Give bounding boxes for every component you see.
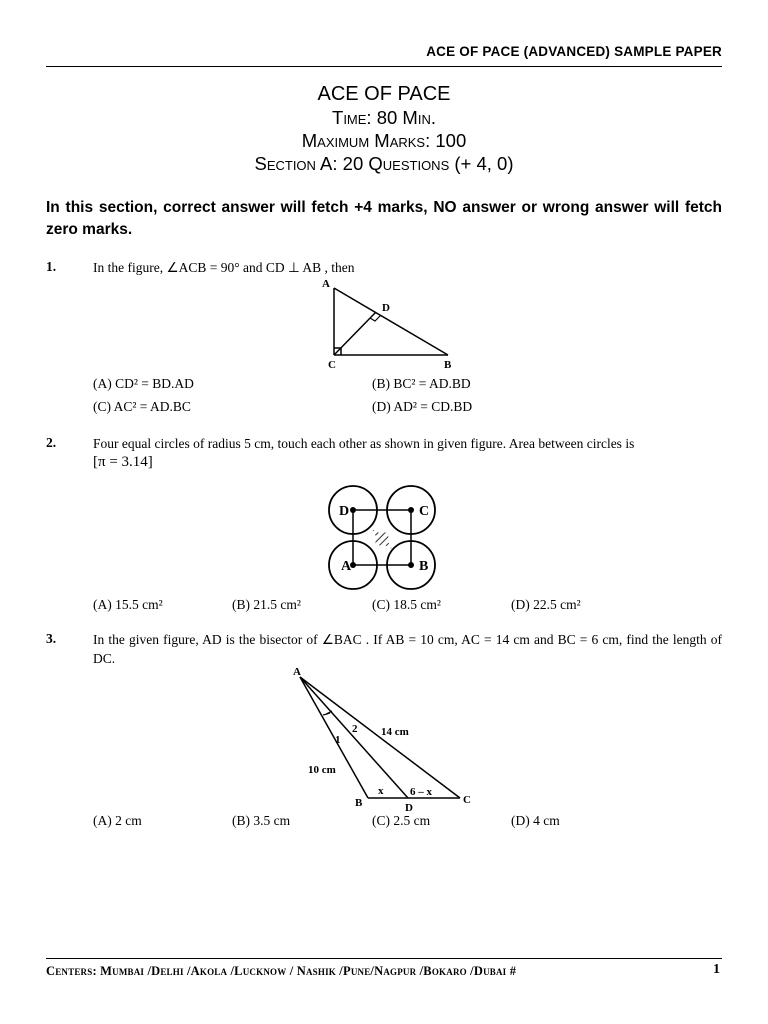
marks-line: Maximum Marks: 100	[301, 130, 467, 151]
label-d: D	[382, 302, 390, 314]
label-b: B	[355, 797, 363, 809]
label-dc-length: 6 – x	[410, 786, 432, 798]
question-2-text: Four equal circles of radius 5 cm, touch each other as shown in given figure. Area between circles is	[93, 436, 635, 451]
shaded-region	[370, 527, 394, 551]
label-a: A	[322, 278, 330, 290]
question-2-number: 2.	[46, 435, 57, 450]
q3-option-c[interactable]: (C) 2.5 cm	[372, 813, 431, 828]
header-divider	[46, 66, 722, 67]
question-3-text: In the given figure, AD is the bisector of ∠BAC . If AB = 10 cm, AC = 14 cm and BC = 6 cm, find the length of DC.	[93, 632, 722, 666]
question-3-number: 3.	[46, 631, 57, 646]
label-b: B	[419, 559, 429, 574]
question-3-figure	[290, 663, 480, 813]
section-line: Section A: 20 Questions (+ 4, 0)	[254, 153, 514, 174]
section-instructions: In this section, correct answer will fetch +4 marks, NO answer or wrong answer will fetch zero marks.	[46, 199, 722, 238]
q2-option-b[interactable]: (B) 21.5 cm²	[232, 597, 301, 612]
label-ac-length: 14 cm	[381, 726, 409, 738]
q3-option-b[interactable]: (B) 3.5 cm	[232, 813, 291, 828]
q3-option-a[interactable]: (A) 2 cm	[93, 813, 142, 828]
label-bd-length: x	[378, 785, 384, 797]
title-block	[0, 82, 768, 175]
question-1-text: In the figure, ∠ACB = 90° and CD ⊥ AB , then	[93, 260, 355, 275]
label-a: A	[341, 559, 352, 574]
footer-divider	[46, 958, 722, 959]
angle-label-1: 1	[335, 734, 341, 746]
label-a: A	[293, 666, 301, 678]
label-d: D	[405, 802, 413, 813]
q1-option-b[interactable]: (B) BC² = AD.BD	[372, 376, 471, 391]
time-line: Time: 80 Min.	[332, 107, 436, 128]
centre-d	[350, 507, 356, 513]
q2-option-c[interactable]: (C) 18.5 cm²	[372, 597, 441, 612]
q2-option-a[interactable]: (A) 15.5 cm²	[93, 597, 163, 612]
paper-header-title: ACE OF PACE (ADVANCED) SAMPLE PAPER	[426, 44, 722, 59]
centre-c	[408, 507, 414, 513]
q1-option-c[interactable]: (C) AC² = AD.BC	[93, 399, 191, 414]
question-2-figure	[322, 482, 442, 592]
page-number: 1	[713, 962, 720, 977]
label-ab-length: 10 cm	[308, 764, 336, 776]
footer-centers: Centers: Mumbai /Delhi /Akola /Lucknow / Nashik /Pune/Nagpur /Bokaro /Dubai #	[46, 964, 517, 978]
side-ab	[334, 288, 448, 355]
question-1-figure	[300, 274, 470, 374]
paper-title: ACE OF PACE	[317, 83, 451, 105]
label-b: B	[444, 359, 452, 371]
q3-option-d[interactable]: (D) 4 cm	[511, 813, 560, 828]
q2-option-d[interactable]: (D) 22.5 cm²	[511, 597, 581, 612]
label-c: C	[328, 359, 336, 371]
label-c: C	[463, 794, 471, 806]
angle-label-2: 2	[352, 723, 358, 735]
q1-option-d[interactable]: (D) AD² = CD.BD	[372, 399, 473, 414]
centre-b	[408, 562, 414, 568]
q1-option-a[interactable]: (A) CD² = BD.AD	[93, 376, 194, 391]
label-c: C	[419, 504, 430, 519]
question-1-number: 1.	[46, 259, 57, 274]
label-d: D	[339, 504, 350, 519]
question-2-pi-value: [π = 3.14]	[93, 454, 153, 470]
side-ac	[300, 677, 460, 798]
side-ab	[300, 677, 368, 798]
